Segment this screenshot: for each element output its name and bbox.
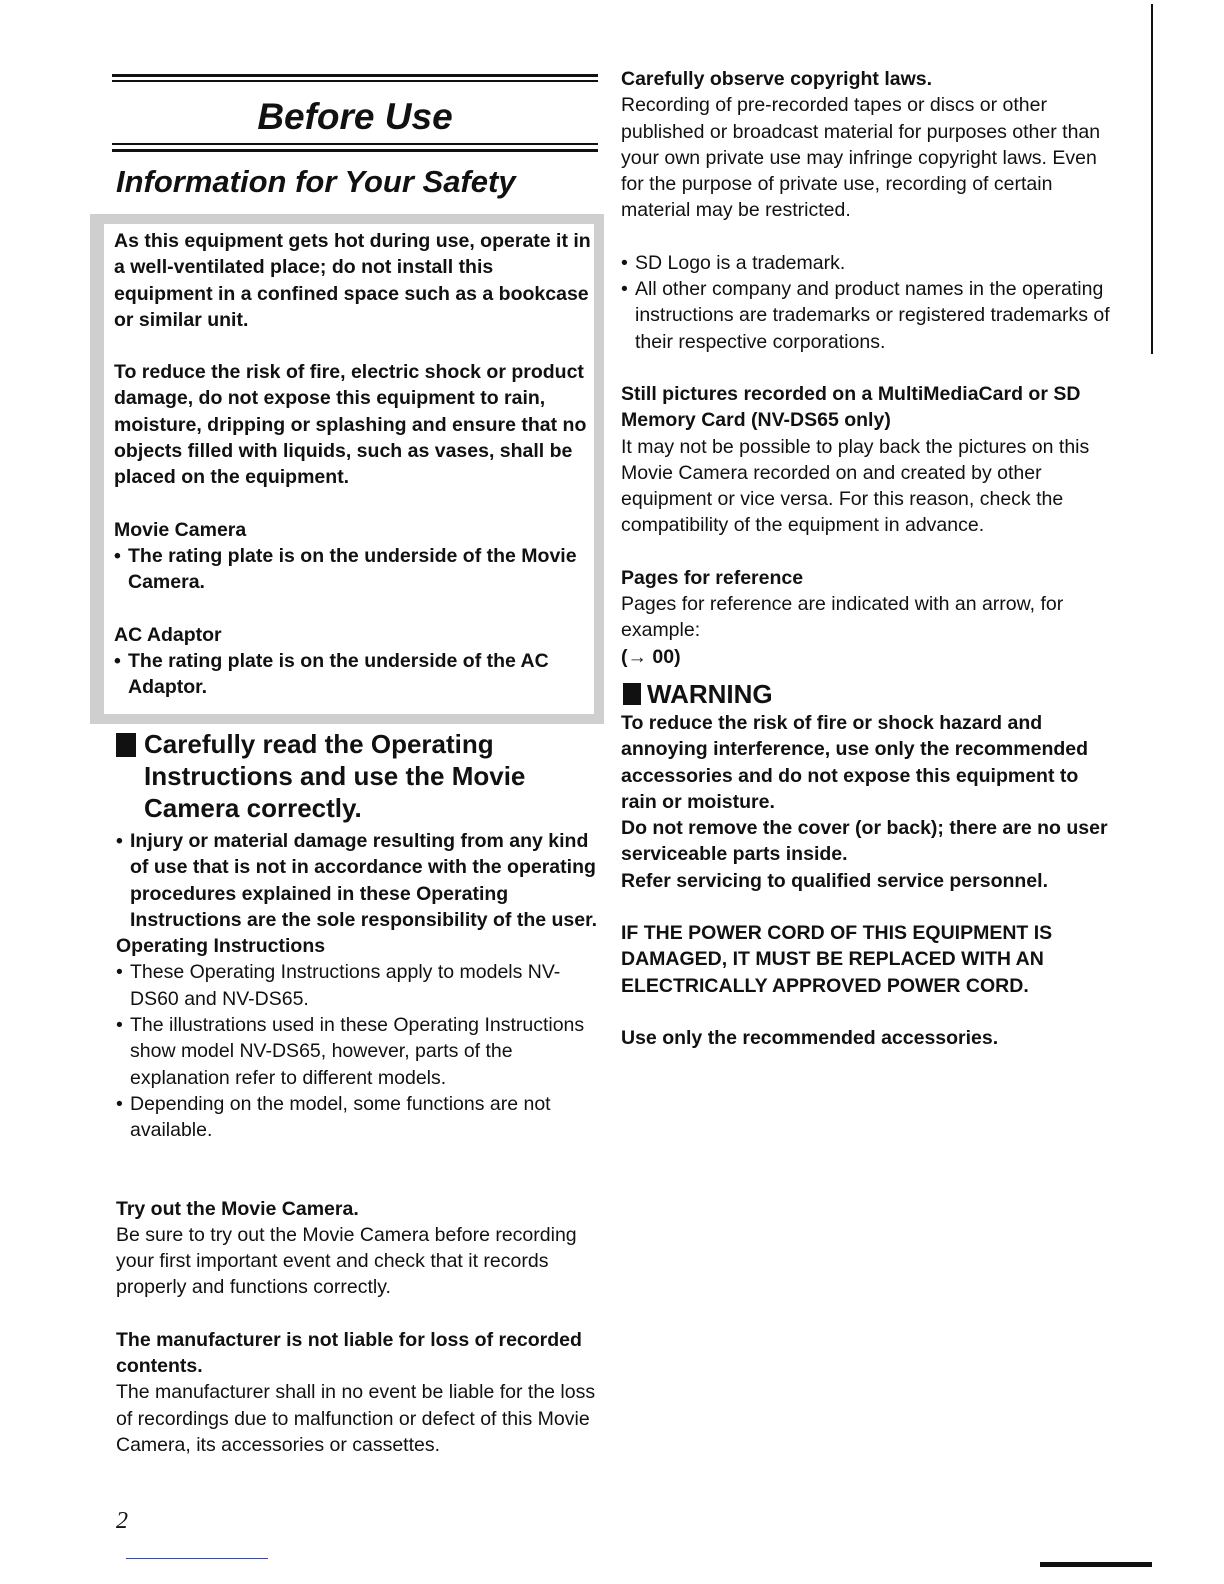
pages-reference-body: Pages for reference are indicated with an arrow, for example: [621,593,1064,642]
left-column [116,728,598,1458]
warning-marker-icon [623,683,641,705]
page-title: Before Use [257,96,453,137]
operating-instructions-heading: Operating Instructions [116,935,326,958]
section-marker-icon [116,733,136,757]
try-out-body: Be sure to try out the Movie Camera before recording your first important event and check that it records properly and functions correctly. [116,1223,577,1299]
movie-camera-rating: • The rating plate is on the underside of the Movie Camera. [114,543,594,596]
not-liable-body: The manufacturer shall in no event be liable for the loss of recordings due to malfunction or defect of this Movie Camera, its accessories or cassettes. [116,1381,596,1456]
trademarks-bullet: • All other company and product names in the operating instructions are trademarks or registered trademarks of their respective corporations. [621,276,1113,355]
ac-adaptor-heading: AC Adaptor [114,623,222,646]
accessories-note: Use only the recommended accessories. [621,1026,999,1049]
functions-bullet: • Depending on the model, some functions are not available. [116,1091,598,1144]
footer-rule-left [126,1558,268,1559]
models-bullet: • These Operating Instructions apply to models NV-DS60 and NV-DS65. [116,959,598,1012]
title-rule-bottom-1 [112,143,598,145]
still-pictures-body: It may not be possible to play back the pictures on this Movie Camera recorded on and created by other equipment or vice versa. For this reason, check the compatibility of the equipment in advance. [621,435,1090,537]
sd-logo-bullet: • SD Logo is a trademark. [621,250,1113,276]
title-rule-top-1 [112,74,598,77]
not-liable-heading: The manufacturer is not liable for loss of recorded contents. [116,1328,582,1378]
copyright-body: Recording of pre-recorded tapes or discs or other published or broadcast material for purposes other than your own private use may infringe copyright laws. Even for the purpose of private use, recording of certain material may be restricted. [621,94,1101,222]
footer-rule-right [1040,1562,1152,1567]
injury-bullet: • Injury or material damage resulting from any kind of use that is not in accordance with the operating procedures explained in these Operating Instructions are the sole responsibility of the user. [116,828,598,933]
right-column [621,66,1113,1051]
power-cord-warning: IF THE POWER CORD OF THIS EQUIPMENT IS DAMAGED, IT MUST BE REPLACED WITH AN ELECTRICALLY APPROVED POWER CORD. [621,922,1053,997]
caution-fire: To reduce the risk of fire, electric shock or product damage, do not expose this equipment to rain, moisture, dripping or splashing and ensure that no objects filled with liquids, such as vases, shall be placed on the equipment. [114,361,587,489]
read-instructions-heading: Carefully read the Operating Instructions and use the Movie Camera correctly. [116,728,598,824]
warning-heading: WARNING [621,678,1113,710]
movie-camera-heading: Movie Camera [114,518,247,541]
safety-box-content [114,228,594,700]
try-out-heading: Try out the Movie Camera. [116,1197,359,1220]
copyright-heading: Carefully observe copyright laws. [621,68,933,90]
caution-heat: As this equipment gets hot during use, operate it in a well-ventilated place; do not install this equipment in a confined space such as a bookcase or similar unit. [114,230,591,331]
ac-adaptor-rating: • The rating plate is on the underside of the AC Adaptor. [114,648,594,701]
margin-line [1151,4,1153,354]
section-title: Information for Your Safety [116,164,516,199]
title-rule-bottom-2 [112,149,598,152]
warning-para-2: Do not remove the cover (or back); there are no user serviceable parts inside. [621,817,1108,866]
warning-para-1: To reduce the risk of fire or shock hazard and annoying interference, use only the recommended accessories and do not expose this equipment to rain or moisture. [621,711,1089,813]
illustrations-bullet: • The illustrations used in these Operating Instructions show model NV-DS65, however, parts of the explanation refer to different models. [116,1012,598,1091]
warning-para-3: Refer servicing to qualified service personnel. [621,869,1048,892]
pages-reference-example: (→ 00) [621,645,681,668]
page-number: 2 [116,1508,128,1534]
still-pictures-heading: Still pictures recorded on a MultiMediaCard or SD Memory Card (NV-DS65 only) [621,382,1081,432]
pages-reference-heading: Pages for reference [621,566,804,589]
title-rule-top-2 [112,80,598,82]
